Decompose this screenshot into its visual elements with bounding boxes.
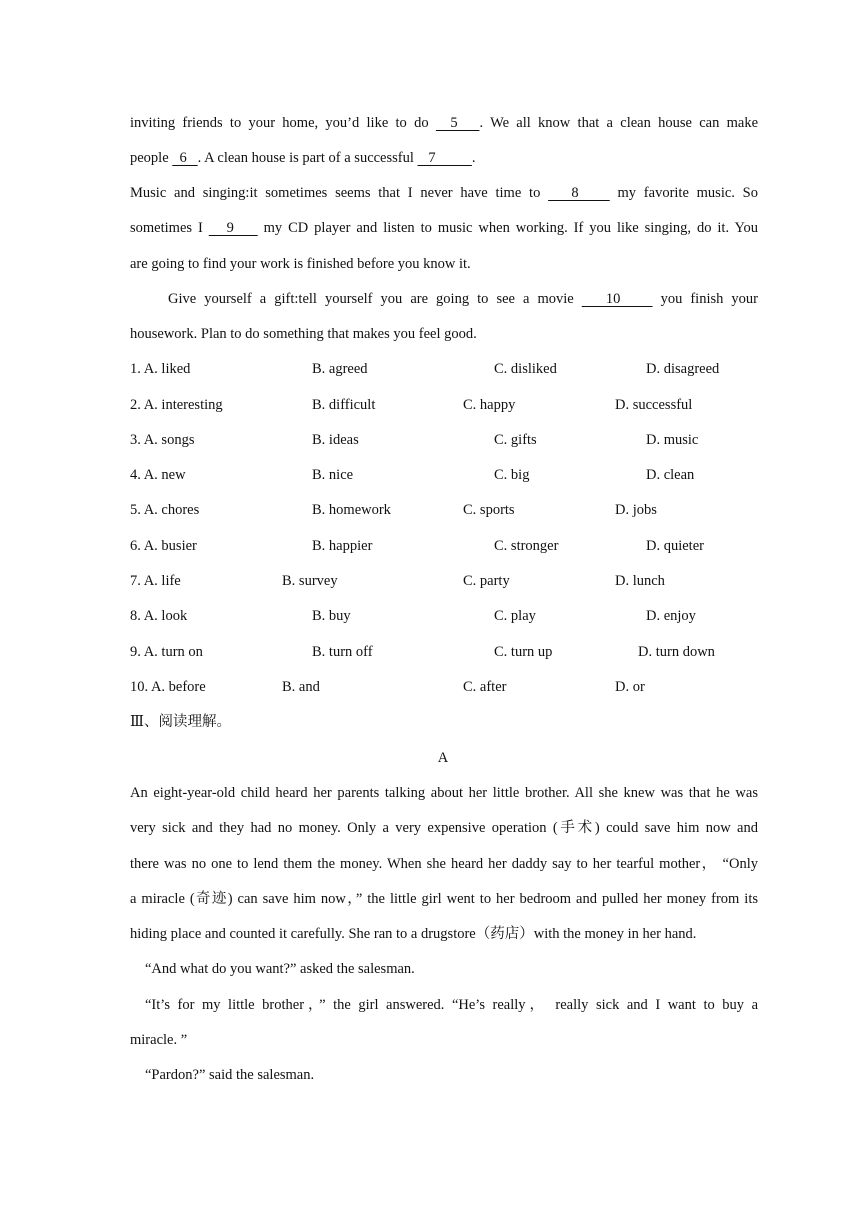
passage-text: inviting friends to your home, you’d like to do [130,115,436,131]
passage-text: my favorite music. So [609,185,759,201]
option-d: D. successful [615,397,693,413]
option-a: 1. A. liked [130,361,191,377]
option-a: 2. A. interesting [130,397,223,413]
passage-text: Give yourself a gift:tell yourself you are going to see a movie [168,291,582,307]
option-b: B. ideas [312,432,359,448]
option-c: C. sports [463,502,515,518]
option-b: B. buy [312,608,351,624]
option-c: C. big [494,467,530,483]
passage-text: . A clean house is part of a successful [197,150,418,166]
section-heading: Ⅲ、阅读理解。 [130,714,231,730]
option-b: B. survey [282,573,338,589]
option-a: 3. A. songs [130,432,195,448]
reading-line-3: there was no one to lend them the money. When she heard her daddy say to her tearful mother， “Only [130,856,758,872]
option-d: D. lunch [615,573,665,589]
option-c: C. gifts [494,432,537,448]
passage-text: Music and singing:it sometimes seems that I never have time to [130,185,549,201]
passage-line-1 [130,113,758,133]
option-b: B. happier [312,538,373,554]
passage-text: sometimes I [130,220,209,236]
option-c: C. play [494,608,536,624]
reading-line-7: “It’s for my little brother，” the girl answered. “He’s really， really sick and I want to buy a [145,997,758,1013]
reading-line-6: “And what do you want?” asked the salesman. [145,961,415,977]
option-c: C. turn up [494,644,553,660]
passage-text: my CD player and listen to music when working. If you like singing, do it. You [257,220,759,236]
passage-line-3 [130,183,758,203]
option-a: 10. A. before [130,679,206,695]
reading-line-9: “Pardon?” said the salesman. [145,1067,315,1083]
option-b: B. difficult [312,397,376,413]
passage-text: . [471,150,476,166]
reading-line-5: hiding place and counted it carefully. She ran to a drugstore（药店）with the money in her hand. [130,926,697,942]
passage-text: . We all know that a clean house can make [479,115,758,131]
option-d: D. clean [646,467,695,483]
passage-line-4 [130,218,758,238]
reading-line-4: a miracle (奇迹) can save him now，” the little girl went to her bedroom and pulled her money from its [130,891,758,907]
option-a: 8. A. look [130,608,188,624]
blank-10: 10 [581,291,653,307]
option-b: B. homework [312,502,391,518]
option-c: C. stronger [494,538,559,554]
blank-7: 7 [417,150,472,166]
passage-line-7: housework. Plan to do something that makes you feel good. [130,326,477,342]
passage-line-5: are going to find your work is finished before you know it. [130,256,471,272]
blank-8: 8 [548,185,610,201]
reading-line-8: miracle. ” [130,1032,188,1048]
option-a: 6. A. busier [130,538,197,554]
option-c: C. after [463,679,507,695]
reading-line-2: very sick and they had no money. Only a very expensive operation (手术) could save him now and [130,820,758,836]
option-c: C. party [463,573,510,589]
reading-line-1: An eight-year-old child heard her parents talking about her little brother. All she knew was that he was [130,785,758,801]
option-b: B. and [282,679,320,695]
option-c: C. disliked [494,361,557,377]
option-d: D. jobs [615,502,657,518]
option-d: D. disagreed [646,361,720,377]
passage-text: people [130,150,173,166]
option-d: D. music [646,432,699,448]
blank-6: 6 [172,150,198,166]
option-d: D. turn down [638,644,715,660]
option-a: 5. A. chores [130,502,200,518]
passage-line-2 [130,148,758,168]
option-b: B. turn off [312,644,373,660]
option-d: D. enjoy [646,608,696,624]
passage-text: you finish your [652,291,759,307]
blank-9: 9 [208,220,258,236]
part-label: A [437,750,449,766]
option-b: B. agreed [312,361,368,377]
passage-line-6 [168,289,758,309]
option-a: 4. A. new [130,467,186,483]
option-d: D. quieter [646,538,704,554]
option-c: C. happy [463,397,516,413]
blank-5: 5 [435,115,480,131]
option-b: B. nice [312,467,354,483]
option-a: 7. A. life [130,573,181,589]
option-d: D. or [615,679,645,695]
option-a: 9. A. turn on [130,644,203,660]
